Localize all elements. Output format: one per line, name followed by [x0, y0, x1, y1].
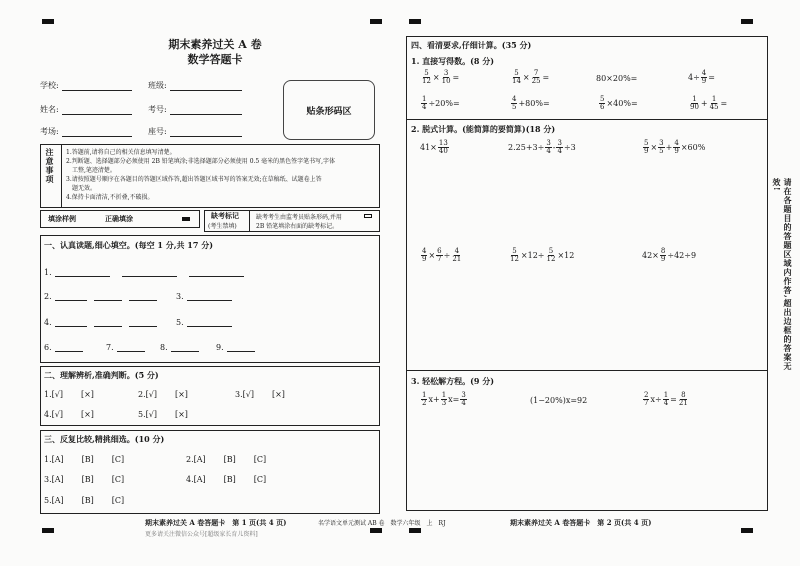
s1-label-4: 4. [44, 318, 52, 327]
choice-item-3 [44, 475, 142, 484]
blank-4c[interactable] [129, 326, 157, 327]
registration-mark [409, 19, 421, 24]
barcode-area: 贴条形码区 [283, 80, 375, 140]
choice-c-bubble[interactable]: [C] [111, 455, 125, 464]
judge-item-5 [138, 410, 206, 419]
choice-b-bubble[interactable]: [B] [81, 455, 94, 464]
choice-item-5 [44, 496, 142, 505]
choice-item-1 [44, 455, 142, 464]
s1-label-5: 5. [176, 318, 184, 327]
s1-label-6: 6. [44, 343, 52, 352]
s1-label-7: 7. [106, 343, 114, 352]
judge-num: 5. [138, 410, 146, 419]
q2-expr-6: 42× $\frac{8}{9}$ ÷42÷9 [642, 247, 697, 263]
choice-a-bubble[interactable]: [A] [51, 455, 64, 464]
absent-bubble[interactable] [364, 214, 372, 218]
judge-false-bubble[interactable]: [×] [271, 390, 285, 399]
choice-num: 1. [44, 455, 52, 464]
judge-num: 3. [235, 390, 243, 399]
notice-line-1: 1.答题前,请将自己的相关信息填写清楚。 [66, 149, 176, 156]
q1-expr-1: $\frac{5}{12}$ × $\frac{3}{10}$ = [422, 69, 460, 85]
section-3-title: 三、反复比较,精挑细选。(10 分) [44, 434, 165, 444]
judge-true-bubble[interactable]: [√] [51, 390, 63, 399]
choice-b-bubble[interactable]: [B] [81, 496, 94, 505]
choice-c-bubble[interactable]: [C] [111, 496, 125, 505]
notice-line-2: 2.判断题、选择题部分必须使用 2B 铅笔填涂;非选择题部分必须使用 0.5 毫米的黑色签字笔书写,字体 [66, 158, 336, 165]
choice-item-4 [186, 475, 284, 484]
choice-a-bubble[interactable]: [A] [193, 475, 206, 484]
s1-label-8: 8. [160, 343, 168, 352]
judge-true-bubble[interactable]: [√] [145, 390, 157, 399]
fill-correct-label: 正确填涂 [105, 214, 133, 223]
sheet-title: 期末素养过关 A 卷 [168, 38, 262, 51]
judge-num: 2. [138, 390, 146, 399]
registration-mark [42, 19, 54, 24]
blank-4b[interactable] [94, 326, 122, 327]
choice-c-bubble[interactable]: [C] [253, 455, 267, 464]
school-label: 学校: [40, 81, 59, 90]
right-footer: 期末素养过关 A 卷答题卡 第 2 页(共 4 页) [510, 518, 652, 527]
q2-expr-1: 41× $\frac{13}{40}$ [420, 139, 448, 155]
center-footer: 名学语文单元测试 AB 卷 数学六年级 上 RJ [318, 520, 446, 527]
registration-mark [409, 528, 421, 533]
q1-expr-8: $\frac{1}{90}$ + $\frac{1}{45}$ = [690, 95, 728, 111]
judge-false-bubble[interactable]: [×] [80, 390, 94, 399]
blank-2a[interactable] [55, 300, 87, 301]
judge-false-bubble[interactable]: [×] [174, 410, 188, 419]
blank-2b[interactable] [94, 300, 122, 301]
name-field[interactable] [62, 114, 132, 115]
room-field[interactable] [62, 136, 132, 137]
judge-item-4 [44, 410, 112, 419]
choice-num: 5. [44, 496, 52, 505]
blank-8[interactable] [171, 351, 199, 352]
q2-title: 2. 脱式计算。(能简算的要简算)(18 分) [411, 124, 556, 134]
fill-example-label: 填涂样例 [48, 214, 76, 223]
sheet-subtitle: 数学答题卡 [187, 53, 243, 66]
q1-expr-2: $\frac{5}{14}$ × $\frac{7}{25}$ = [512, 69, 550, 85]
judge-item-2 [138, 390, 206, 399]
absent-label: 缺考标记 [211, 211, 239, 220]
seat-field[interactable] [170, 136, 242, 137]
judge-num: 4. [44, 410, 52, 419]
q1-title: 1. 直接写得数。(8 分) [411, 56, 495, 66]
blank-1a[interactable] [55, 276, 110, 277]
q1-expr-7: $\frac{5}{6}$ ×40%= [600, 95, 638, 111]
seat-label: 座号: [148, 127, 167, 136]
left-footer-watermark: 更多请关注微信公众号[超级家长育儿资料] [145, 531, 258, 538]
q2-expr-4: $\frac{4}{9}$ × $\frac{6}{7}$ ÷ $\frac{4}{21}$ [422, 247, 462, 263]
notice-line-6: 4.保持卡面清洁,不折叠,不破损。 [66, 194, 154, 201]
s1-label-2: 2. [44, 292, 52, 301]
divider [406, 119, 768, 120]
q1-expr-4: 4÷ $\frac{4}{9}$ = [688, 69, 715, 85]
registration-mark [741, 528, 753, 533]
q2-expr-3: $\frac{5}{9}$ × $\frac{3}{5}$ + $\frac{4}{9}$ ×60% [644, 139, 706, 155]
notice-line-5: 题无效。 [72, 185, 97, 192]
judge-true-bubble[interactable]: [√] [242, 390, 254, 399]
divider [406, 370, 768, 371]
judge-false-bubble[interactable]: [×] [80, 410, 94, 419]
class-label: 班级: [148, 81, 167, 90]
blank-2c[interactable] [129, 300, 157, 301]
s1-label-9: 9. [216, 343, 224, 352]
blank-1b[interactable] [122, 276, 177, 277]
blank-7[interactable] [117, 351, 145, 352]
judge-item-3 [235, 390, 303, 399]
section-1-title: 一、认真读题,细心填空。(每空 1 分,共 17 分) [44, 240, 213, 250]
choice-num: 3. [44, 475, 52, 484]
choice-num: 2. [186, 455, 194, 464]
choice-num: 4. [186, 475, 194, 484]
registration-mark [42, 528, 54, 533]
exam-no-field[interactable] [170, 114, 242, 115]
section-2-title: 二、理解辨析,准确判断。(5 分) [44, 370, 159, 380]
choice-b-bubble[interactable]: [B] [223, 475, 236, 484]
judge-item-1 [44, 390, 112, 399]
choice-c-bubble[interactable]: [C] [111, 475, 125, 484]
q1-expr-3: 80×20%= [596, 74, 638, 83]
registration-mark [370, 528, 382, 533]
q1-expr-5: $\frac{1}{4}$ ÷20%= [422, 95, 460, 111]
judge-true-bubble[interactable]: [√] [145, 410, 157, 419]
name-label: 姓名: [40, 105, 59, 114]
blank-5[interactable] [187, 326, 232, 327]
q3-eq-1: $\frac{1}{2}$ x+ $\frac{1}{3}$ x= $\frac{3}{4}$ [422, 391, 466, 407]
exam-no-label: 考号: [148, 105, 167, 114]
choice-b-bubble[interactable]: [B] [81, 475, 94, 484]
absent-note-2: 2B 铅笔填涂右面的缺考标记。 [256, 223, 339, 230]
notice-title: 注意事项 [45, 148, 55, 184]
blank-3[interactable] [187, 300, 232, 301]
judge-false-bubble[interactable]: [×] [174, 390, 188, 399]
q2-expr-5: $\frac{5}{12}$ ×12÷ $\frac{5}{12}$ ×12 [510, 247, 575, 263]
blank-9[interactable] [227, 351, 255, 352]
q1-expr-6: $\frac{4}{5}$ +80%= [512, 95, 550, 111]
choice-a-bubble[interactable]: [A] [51, 475, 64, 484]
absent-note-1: 缺考考生由监考员贴条形码,并用 [256, 214, 342, 221]
blank-4a[interactable] [55, 326, 87, 327]
blank-6[interactable] [55, 351, 83, 352]
left-footer: 期末素养过关 A 卷答题卡 第 1 页(共 4 页) [145, 518, 287, 527]
registration-mark [370, 19, 382, 24]
s1-label-3: 3. [176, 292, 184, 301]
choice-a-bubble[interactable]: [A] [51, 496, 64, 505]
notice-line-3: 工整,笔迹清楚。 [72, 167, 116, 174]
q3-eq-3: $\frac{2}{7}$ x÷ $\frac{1}{4}$ = $\frac{8}{21}$ [644, 391, 688, 407]
filled-bubble-sample [182, 217, 190, 221]
side-warning: 请在各题目的答题区域内作答,超出边框的答案无效! [772, 178, 793, 371]
notice-line-4: 3.请按照题号顺序在各题目的答题区域作答,超出答题区域书写的答案无效;在草稿纸、试题卷上答 [66, 176, 322, 183]
room-label: 考场: [40, 127, 59, 136]
registration-mark [741, 19, 753, 24]
s1-label-1: 1. [44, 268, 52, 277]
choice-c-bubble[interactable]: [C] [253, 475, 267, 484]
judge-num: 1. [44, 390, 52, 399]
section-1-box [40, 235, 380, 363]
judge-true-bubble[interactable]: [√] [51, 410, 63, 419]
q2-expr-2: 2.25+3÷ $\frac{3}{4}$ - $\frac{3}{4}$ ÷3 [508, 139, 576, 155]
choice-b-bubble[interactable]: [B] [223, 455, 236, 464]
blank-1c[interactable] [189, 276, 244, 277]
q3-eq-2: (1−20%)x=92 [530, 396, 588, 405]
class-field[interactable] [170, 90, 242, 91]
q3-title: 3. 轻松解方程。(9 分) [411, 376, 495, 386]
choice-a-bubble[interactable]: [A] [193, 455, 206, 464]
absent-sublabel: (考生禁填) [208, 223, 237, 230]
school-field[interactable] [62, 90, 132, 91]
choice-item-2 [186, 455, 284, 464]
section-4-title: 四、看清要求,仔细计算。(35 分) [411, 40, 532, 50]
